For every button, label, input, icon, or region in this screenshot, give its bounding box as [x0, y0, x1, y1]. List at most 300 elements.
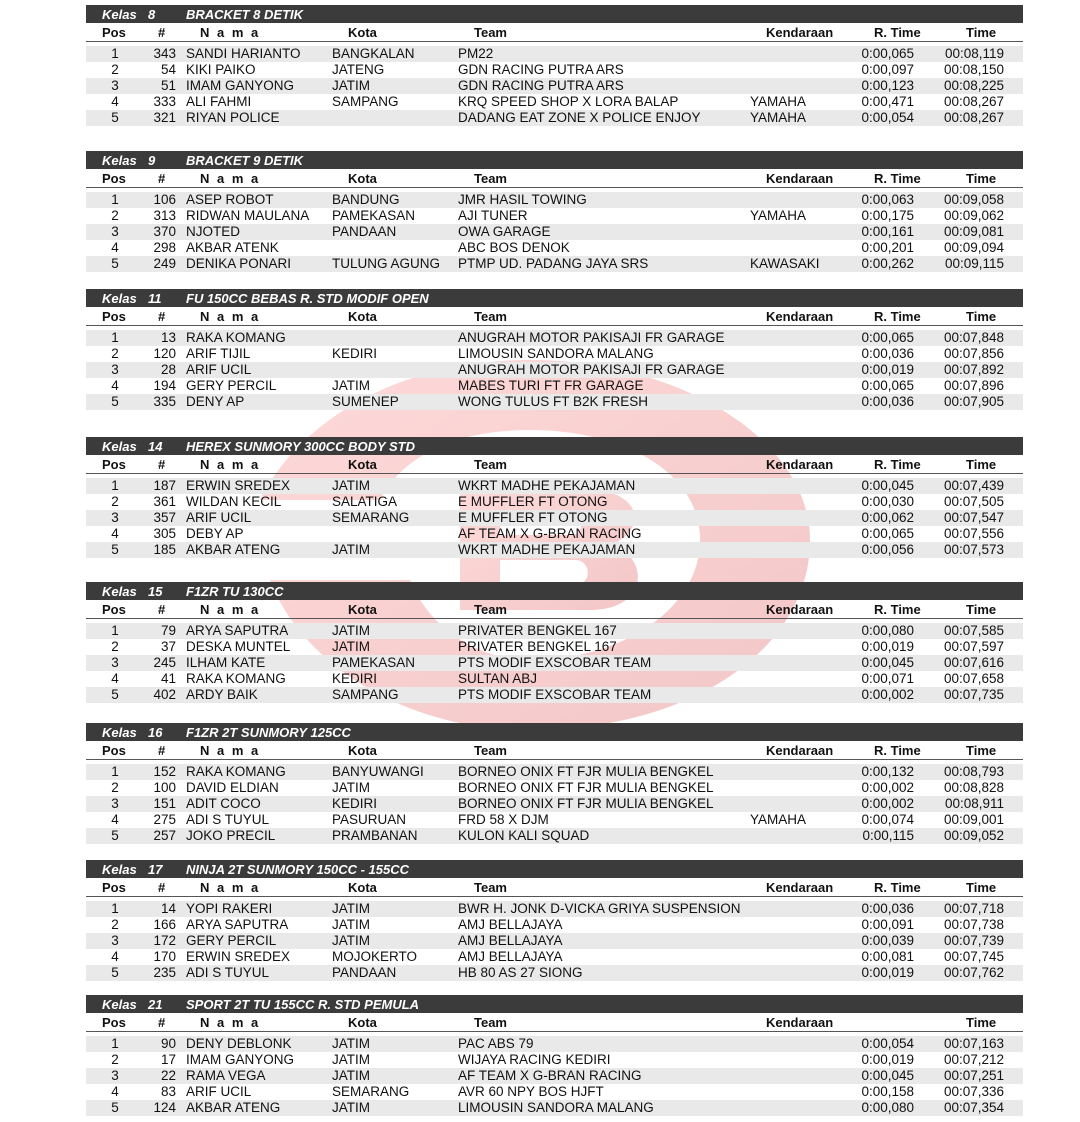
- cell-time: 00:08,793: [943, 764, 1004, 779]
- table-row: [86, 542, 1023, 558]
- table-row: [86, 378, 1023, 394]
- table-row: [86, 764, 1023, 780]
- cell-team: WONG TULUS FT B2K FRESH: [458, 394, 649, 409]
- kelas-label: Kelas: [102, 584, 137, 599]
- cell-kota: JATIM: [332, 542, 370, 557]
- cell-team: E MUFFLER FT OTONG: [458, 510, 608, 525]
- cell-pos: 2: [111, 494, 119, 509]
- cell-num: 402: [153, 687, 176, 702]
- cell-kota: SALATIGA: [332, 494, 398, 509]
- cell-pos: 5: [111, 965, 119, 980]
- kelas-header: [86, 582, 1023, 600]
- cell-team: KULON KALI SQUAD: [458, 828, 590, 843]
- cell-pos: 3: [111, 655, 119, 670]
- cell-kota: JATIM: [332, 623, 370, 638]
- cell-team: WIJAYA RACING KEDIRI: [458, 1052, 611, 1067]
- cell-pos: 4: [111, 526, 119, 541]
- kelas-number: 8: [148, 7, 156, 22]
- cell-pos: 3: [111, 796, 119, 811]
- cell-kota: JATIM: [332, 780, 370, 795]
- table-row: [86, 510, 1023, 526]
- cell-time: 00:07,505: [943, 494, 1004, 509]
- cell-time: 00:08,267: [943, 94, 1004, 109]
- cell-rtime: 0:00,002: [861, 780, 914, 795]
- cell-nama: ADI S TUYUL: [186, 965, 270, 980]
- kelas-section: [86, 860, 1023, 981]
- cell-kota: BANDUNG: [332, 192, 400, 207]
- cell-kota: KEDIRI: [332, 796, 378, 811]
- cell-rtime: 0:00,158: [861, 1084, 914, 1099]
- cell-num: 187: [153, 478, 176, 493]
- cell-num: 313: [153, 208, 176, 223]
- cell-pos: 4: [111, 240, 119, 255]
- cell-time: 00:07,745: [943, 949, 1004, 964]
- cell-num: 298: [153, 240, 176, 255]
- cell-kota: SUMENEP: [332, 394, 399, 409]
- cell-rtime: 0:00,065: [861, 378, 914, 393]
- cell-team: PTMP UD. PADANG JAYA SRS: [458, 256, 649, 271]
- cell-kota: JATIM: [332, 1100, 370, 1115]
- cell-team: AF TEAM X G-BRAN RACING: [458, 526, 642, 541]
- cell-time: 00:07,597: [943, 639, 1004, 654]
- cell-team: PTS MODIF EXSCOBAR TEAM: [458, 687, 652, 702]
- cell-kota: JATIM: [332, 1036, 370, 1051]
- table-row: [86, 1036, 1023, 1052]
- cell-num: 357: [153, 510, 176, 525]
- cell-nama: DESKA MUNTEL: [186, 639, 291, 654]
- cell-kota: TULUNG AGUNG: [332, 256, 441, 271]
- cell-nama: ASEP ROBOT: [186, 192, 274, 207]
- cell-kendaraan: YAMAHA: [750, 94, 807, 109]
- cell-rtime: 0:00,115: [862, 828, 914, 843]
- cell-time: 00:07,439: [943, 478, 1004, 493]
- cell-team: AVR 60 NPY BOS HJFT: [458, 1084, 604, 1099]
- cell-pos: 2: [111, 780, 119, 795]
- col-nama: N a m a: [200, 171, 261, 186]
- cell-rtime: 0:00,045: [861, 478, 914, 493]
- table-row: [86, 796, 1023, 812]
- cell-kota: BANYUWANGI: [332, 764, 424, 779]
- cell-pos: 3: [111, 78, 119, 93]
- kelas-title: F1ZR 2T SUNMORY 125CC: [186, 725, 351, 740]
- cell-num: 151: [153, 796, 176, 811]
- cell-nama: DENY AP: [186, 394, 245, 409]
- cell-kota: SEMARANG: [332, 1084, 410, 1099]
- col-pos: Pos: [102, 309, 126, 324]
- cell-time: 00:07,573: [943, 542, 1004, 557]
- cell-nama: NJOTED: [186, 224, 240, 239]
- kelas-title: HEREX SUNMORY 300CC BODY STD: [186, 439, 416, 454]
- cell-rtime: 0:00,071: [861, 671, 914, 686]
- cell-rtime: 0:00,262: [861, 256, 914, 271]
- cell-kota: PANDAAN: [332, 224, 397, 239]
- cell-num: 361: [153, 494, 176, 509]
- cell-time: 00:07,762: [943, 965, 1004, 980]
- cell-num: 28: [160, 362, 176, 377]
- cell-time: 00:07,738: [943, 917, 1004, 932]
- cell-time: 00:07,658: [943, 671, 1004, 686]
- cell-nama: RAMA VEGA: [186, 1068, 266, 1083]
- cell-nama: ADI S TUYUL: [186, 812, 270, 827]
- cell-pos: 5: [111, 687, 119, 702]
- col-time: Time: [966, 880, 997, 895]
- col-pos: Pos: [102, 1015, 126, 1030]
- cell-team: PM22: [458, 46, 494, 61]
- kelas-label: Kelas: [102, 153, 137, 168]
- cell-team: AMJ BELLAJAYA: [458, 949, 563, 964]
- cell-time: 00:08,225: [943, 78, 1004, 93]
- cell-pos: 4: [111, 378, 119, 393]
- cell-nama: ILHAM KATE: [186, 655, 266, 670]
- cell-time: 00:07,616: [943, 655, 1004, 670]
- cell-pos: 5: [111, 828, 119, 843]
- table-row: [86, 687, 1023, 703]
- cell-team: ANUGRAH MOTOR PAKISAJI FR GARAGE: [458, 362, 725, 377]
- table-row: [86, 655, 1023, 671]
- cell-rtime: 0:00,019: [861, 639, 914, 654]
- column-header-row: [86, 307, 1023, 326]
- col-rtime: R. Time: [874, 457, 921, 472]
- cell-nama: ARIF TIJIL: [186, 346, 251, 361]
- cell-pos: 4: [111, 949, 119, 964]
- col-rtime: R. Time: [874, 743, 921, 758]
- col-num: #: [158, 602, 166, 617]
- cell-num: 22: [160, 1068, 176, 1083]
- cell-kota: KEDIRI: [332, 671, 378, 686]
- col-kendaraan: Kendaraan: [766, 309, 834, 324]
- kelas-number: 14: [148, 439, 163, 454]
- cell-rtime: 0:00,097: [861, 62, 914, 77]
- cell-pos: 2: [111, 346, 119, 361]
- cell-kota: JATIM: [332, 933, 370, 948]
- cell-time: 00:07,354: [943, 1100, 1004, 1115]
- table-row: [86, 224, 1023, 240]
- col-time: Time: [966, 457, 997, 472]
- col-kota: Kota: [348, 309, 377, 324]
- cell-team: E MUFFLER FT OTONG: [458, 494, 608, 509]
- cell-kota: JATIM: [332, 478, 370, 493]
- cell-num: 90: [160, 1036, 176, 1051]
- cell-rtime: 0:00,065: [861, 330, 914, 345]
- table-row: [86, 671, 1023, 687]
- cell-pos: 1: [111, 478, 119, 493]
- kelas-label: Kelas: [102, 997, 137, 1012]
- cell-rtime: 0:00,002: [861, 687, 914, 702]
- cell-rtime: 0:00,019: [861, 1052, 914, 1067]
- table-row: [86, 526, 1023, 542]
- cell-nama: YOPI RAKERI: [186, 901, 273, 916]
- table-row: [86, 901, 1023, 917]
- cell-team: AMJ BELLAJAYA: [458, 917, 563, 932]
- kelas-number: 16: [148, 725, 163, 740]
- table-row: [86, 623, 1023, 639]
- col-pos: Pos: [102, 457, 126, 472]
- cell-kota: PASURUAN: [332, 812, 407, 827]
- col-rtime: R. Time: [874, 880, 921, 895]
- cell-time: 00:09,001: [943, 812, 1004, 827]
- col-kota: Kota: [348, 25, 377, 40]
- cell-team: PAC ABS 79: [458, 1036, 534, 1051]
- cell-pos: 3: [111, 1068, 119, 1083]
- cell-num: 100: [153, 780, 176, 795]
- col-team: Team: [474, 1015, 507, 1030]
- table-row: [86, 812, 1023, 828]
- cell-num: 305: [153, 526, 176, 541]
- table-row: [86, 208, 1023, 224]
- cell-num: 185: [153, 542, 176, 557]
- cell-kota: PAMEKASAN: [332, 208, 416, 223]
- cell-pos: 4: [111, 94, 119, 109]
- cell-nama: GERY PERCIL: [186, 933, 277, 948]
- cell-pos: 1: [111, 1036, 119, 1051]
- kelas-title: BRACKET 8 DETIK: [186, 7, 304, 22]
- cell-nama: RAKA KOMANG: [186, 671, 286, 686]
- cell-team: LIMOUSIN SANDORA MALANG: [458, 1100, 654, 1115]
- col-rtime: R. Time: [874, 171, 921, 186]
- col-time: Time: [966, 25, 997, 40]
- cell-pos: 1: [111, 46, 119, 61]
- cell-nama: AKBAR ATENG: [186, 1100, 281, 1115]
- col-num: #: [158, 1015, 166, 1030]
- kelas-title: F1ZR TU 130CC: [186, 584, 284, 599]
- cell-rtime: 0:00,039: [861, 933, 914, 948]
- cell-time: 00:09,052: [943, 828, 1004, 843]
- cell-num: 257: [153, 828, 176, 843]
- cell-nama: ARIF UCIL: [186, 510, 252, 525]
- cell-num: 321: [153, 110, 176, 125]
- kelas-label: Kelas: [102, 291, 137, 306]
- table-row: [86, 362, 1023, 378]
- cell-team: OWA GARAGE: [458, 224, 551, 239]
- cell-nama: RIYAN POLICE: [186, 110, 280, 125]
- col-kota: Kota: [348, 880, 377, 895]
- cell-num: 124: [153, 1100, 176, 1115]
- cell-time: 00:07,556: [943, 526, 1004, 541]
- table-row: [86, 330, 1023, 346]
- column-header-row: [86, 600, 1023, 619]
- col-nama: N a m a: [200, 309, 261, 324]
- table-row: [86, 346, 1023, 362]
- kelas-title: BRACKET 9 DETIK: [186, 153, 304, 168]
- cell-pos: 4: [111, 1084, 119, 1099]
- cell-num: 79: [160, 623, 176, 638]
- col-pos: Pos: [102, 602, 126, 617]
- kelas-label: Kelas: [102, 862, 137, 877]
- cell-num: 106: [153, 192, 176, 207]
- cell-rtime: 0:00,063: [861, 192, 914, 207]
- cell-nama: DEBY AP: [186, 526, 244, 541]
- kelas-label: Kelas: [102, 7, 137, 22]
- col-nama: N a m a: [200, 602, 261, 617]
- cell-team: BORNEO ONIX FT FJR MULIA BENGKEL: [458, 780, 714, 795]
- cell-team: LIMOUSIN SANDORA MALANG: [458, 346, 654, 361]
- table-row: [86, 1052, 1023, 1068]
- col-nama: N a m a: [200, 880, 261, 895]
- cell-time: 00:07,739: [943, 933, 1004, 948]
- col-nama: N a m a: [200, 457, 261, 472]
- cell-time: 00:09,115: [944, 256, 1004, 271]
- cell-rtime: 0:00,045: [861, 655, 914, 670]
- cell-nama: ALI FAHMI: [186, 94, 252, 109]
- table-row: [86, 94, 1023, 110]
- col-time: Time: [966, 1015, 997, 1030]
- cell-rtime: 0:00,065: [861, 526, 914, 541]
- cell-num: 17: [160, 1052, 176, 1067]
- cell-time: 00:07,163: [943, 1036, 1004, 1051]
- cell-kota: BANGKALAN: [332, 46, 415, 61]
- cell-num: 152: [153, 764, 176, 779]
- cell-nama: ARDY BAIK: [186, 687, 258, 702]
- cell-rtime: 0:00,036: [861, 394, 914, 409]
- kelas-section: [86, 289, 1023, 410]
- cell-nama: JOKO PRECIL: [186, 828, 276, 843]
- cell-team: WKRT MADHE PEKAJAMAN: [458, 542, 636, 557]
- cell-nama: DAVID ELDIAN: [186, 780, 279, 795]
- cell-pos: 5: [111, 110, 119, 125]
- kelas-number: 21: [148, 997, 163, 1012]
- cell-pos: 2: [111, 1052, 119, 1067]
- cell-team: PTS MODIF EXSCOBAR TEAM: [458, 655, 652, 670]
- cell-nama: RAKA KOMANG: [186, 330, 286, 345]
- cell-num: 166: [153, 917, 176, 932]
- col-team: Team: [474, 309, 507, 324]
- cell-kota: JATENG: [332, 62, 385, 77]
- cell-num: 37: [160, 639, 176, 654]
- cell-num: 14: [160, 901, 176, 916]
- table-row: [86, 1068, 1023, 1084]
- column-header-row: [86, 23, 1023, 42]
- cell-time: 00:07,856: [943, 346, 1004, 361]
- cell-team: ANUGRAH MOTOR PAKISAJI FR GARAGE: [458, 330, 725, 345]
- cell-nama: GERY PERCIL: [186, 378, 277, 393]
- cell-pos: 3: [111, 362, 119, 377]
- col-kendaraan: Kendaraan: [766, 25, 834, 40]
- col-team: Team: [474, 743, 507, 758]
- cell-pos: 1: [111, 901, 119, 916]
- table-row: [86, 240, 1023, 256]
- cell-team: HB 80 AS 27 SIONG: [458, 965, 583, 980]
- cell-rtime: 0:00,074: [861, 812, 914, 827]
- cell-pos: 2: [111, 639, 119, 654]
- cell-team: BORNEO ONIX FT FJR MULIA BENGKEL: [458, 764, 714, 779]
- cell-kendaraan: YAMAHA: [750, 208, 807, 223]
- cell-team: SULTAN ABJ: [458, 671, 538, 686]
- cell-nama: AKBAR ATENK: [186, 240, 279, 255]
- cell-pos: 2: [111, 208, 119, 223]
- table-row: [86, 78, 1023, 94]
- cell-rtime: 0:00,081: [861, 949, 914, 964]
- cell-kota: KEDIRI: [332, 346, 378, 361]
- cell-num: 120: [153, 346, 176, 361]
- kelas-section: [86, 723, 1023, 844]
- cell-time: 00:07,848: [943, 330, 1004, 345]
- kelas-number: 17: [148, 862, 163, 877]
- col-kendaraan: Kendaraan: [766, 602, 834, 617]
- cell-team: KRQ SPEED SHOP X LORA BALAP: [458, 94, 679, 109]
- cell-rtime: 0:00,002: [861, 796, 914, 811]
- cell-time: 00:07,547: [943, 510, 1004, 525]
- kelas-section: [86, 995, 1023, 1116]
- cell-nama: KIKI PAIKO: [186, 62, 256, 77]
- kelas-header: [86, 437, 1023, 455]
- col-num: #: [158, 880, 166, 895]
- cell-num: 170: [153, 949, 176, 964]
- cell-rtime: 0:00,080: [861, 623, 914, 638]
- cell-rtime: 0:00,175: [861, 208, 914, 223]
- kelas-title: FU 150CC BEBAS R. STD MODIF OPEN: [186, 291, 429, 306]
- col-team: Team: [474, 457, 507, 472]
- col-num: #: [158, 743, 166, 758]
- cell-team: FRD 58 X DJM: [458, 812, 549, 827]
- table-row: [86, 1084, 1023, 1100]
- col-rtime: R. Time: [874, 25, 921, 40]
- cell-kota: JATIM: [332, 378, 370, 393]
- col-team: Team: [474, 880, 507, 895]
- table-row: [86, 780, 1023, 796]
- cell-team: JMR HASIL TOWING: [458, 192, 587, 207]
- cell-pos: 5: [111, 256, 119, 271]
- cell-nama: RAKA KOMANG: [186, 764, 286, 779]
- col-team: Team: [474, 171, 507, 186]
- cell-pos: 1: [111, 764, 119, 779]
- cell-time: 00:08,150: [943, 62, 1004, 77]
- cell-nama: ARYA SAPUTRA: [186, 917, 289, 932]
- cell-pos: 5: [111, 394, 119, 409]
- cell-team: MABES TURI FT FR GARAGE: [458, 378, 644, 393]
- cell-team: DADANG EAT ZONE X POLICE ENJOY: [458, 110, 701, 125]
- cell-time: 00:07,585: [943, 623, 1004, 638]
- cell-rtime: 0:00,062: [861, 510, 914, 525]
- cell-kota: JATIM: [332, 1052, 370, 1067]
- cell-pos: 1: [111, 623, 119, 638]
- cell-pos: 1: [111, 330, 119, 345]
- kelas-section: [86, 5, 1023, 126]
- cell-rtime: 0:00,030: [861, 494, 914, 509]
- cell-team: ABC BOS DENOK: [458, 240, 570, 255]
- kelas-section: [86, 437, 1023, 558]
- cell-num: 245: [153, 655, 176, 670]
- table-row: [86, 639, 1023, 655]
- cell-nama: ERWIN SREDEX: [186, 949, 291, 964]
- cell-time: 00:07,212: [943, 1052, 1004, 1067]
- cell-time: 00:07,892: [943, 362, 1004, 377]
- kelas-label: Kelas: [102, 439, 137, 454]
- table-row: [86, 965, 1023, 981]
- cell-time: 00:07,251: [943, 1068, 1004, 1083]
- cell-kendaraan: KAWASAKI: [750, 256, 820, 271]
- cell-num: 335: [153, 394, 176, 409]
- table-row: [86, 917, 1023, 933]
- cell-time: 00:08,828: [943, 780, 1004, 795]
- cell-time: 00:07,735: [943, 687, 1004, 702]
- cell-rtime: 0:00,036: [861, 346, 914, 361]
- table-row: [86, 394, 1023, 410]
- cell-num: 343: [153, 46, 176, 61]
- cell-team: BORNEO ONIX FT FJR MULIA BENGKEL: [458, 796, 714, 811]
- cell-time: 00:08,119: [944, 46, 1004, 61]
- cell-kota: JATIM: [332, 917, 370, 932]
- cell-nama: ARYA SAPUTRA: [186, 623, 289, 638]
- col-team: Team: [474, 25, 507, 40]
- kelas-title: SPORT 2T TU 155CC R. STD PEMULA: [186, 997, 420, 1012]
- cell-pos: 3: [111, 933, 119, 948]
- cell-num: 275: [153, 812, 176, 827]
- col-rtime: R. Time: [874, 602, 921, 617]
- cell-num: 249: [153, 256, 176, 271]
- cell-time: 00:07,718: [943, 901, 1004, 916]
- col-nama: N a m a: [200, 743, 261, 758]
- cell-pos: 4: [111, 671, 119, 686]
